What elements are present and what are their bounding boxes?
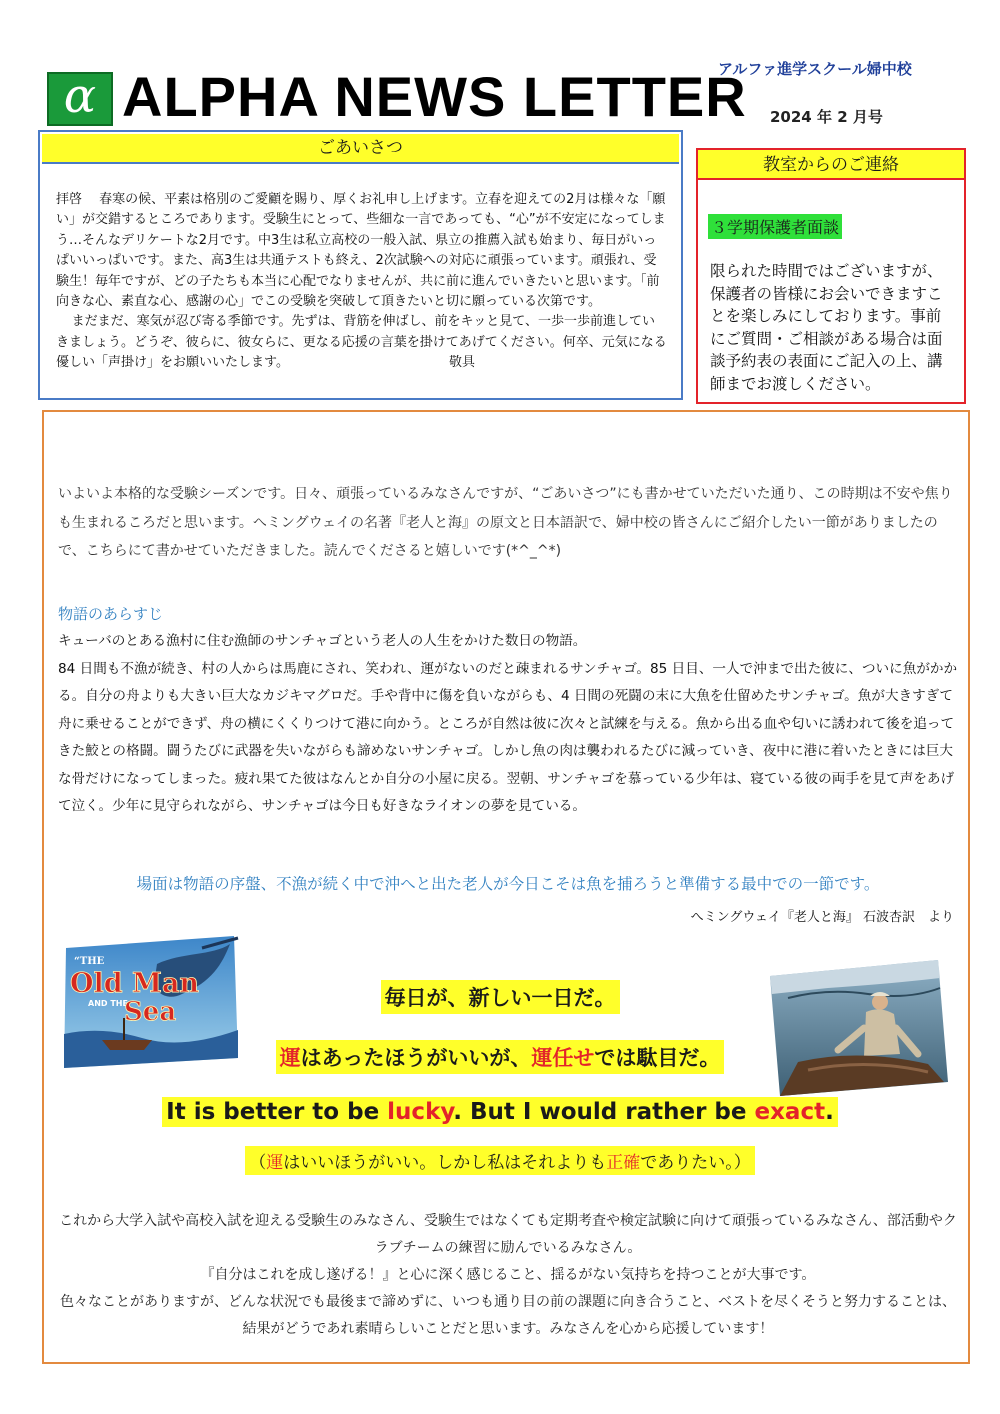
issue-date: 2024 年 2 月号	[770, 108, 883, 126]
old-man-photo	[768, 958, 950, 1098]
quote-japanese-2-part-b: はあったほうがいいが、	[300, 1046, 532, 1070]
greeting-body	[56, 190, 668, 374]
greeting-paragraph-1: 拝啓 春寒の候、平素は格別のご愛顧を賜り、厚くお礼申し上げます。立春を迎えての2月は様々な「願い」が交錯するところであります。受験生にとって、些細な一言であっても、“心”が不安定になってしまう…そんなデリケートな2月です。中3生は私立高校の一般入試、県立の推薦入試も始まり、毎日がいっぱいいっぱいです。また、高3生は共通テストも終え、2次試験への対応に頑張っています。頑張れ、受験生！毎年ですが、どの子たちも本当に心配でなりませんが、共に前に進んでいきたいと思います。「前向きな心、素直な心、感謝の心」でこの受験を突破して頂きたいと切に願っている次第です。	[56, 192, 666, 310]
notice-heading: 教室からのご連絡	[698, 150, 964, 180]
synopsis-body	[58, 628, 958, 821]
newsletter-title: ALPHA NEWS LETTER	[122, 65, 747, 128]
notice-body: 限られた時間ではございますが、保護者の皆様にお会いできますことを楽しみにしております。事前にご質問・ご相談がある場合は面談予約表の表面にご記入の上、講師までお渡しください。	[710, 262, 943, 393]
quote-english-part-c: . But I would rather be	[453, 1099, 755, 1125]
old-man-photo-illustration	[768, 958, 950, 1098]
closing-paragraph-1: これから大学入試や高校入試を迎える受験生のみなさん、受験生ではなくても定期考査や検定試験に向けて頑張っているみなさん、部活動やクラブチームの練習に励んでいるみなさん。	[59, 1213, 957, 1256]
greeting-paragraph-2	[56, 312, 668, 373]
book-title-line-2: Old Man	[70, 968, 200, 999]
book-title-line-3: AND THE	[88, 999, 128, 1008]
quote-english-exact: exact	[754, 1099, 826, 1125]
quote-source: へミングウェイ『老人と海』 石波杏訳 より	[690, 910, 954, 925]
quote-translation-highlight	[245, 1146, 755, 1175]
quote-english-period: .	[825, 1099, 834, 1125]
quote-translation-open: （	[249, 1153, 267, 1173]
school-name: アルファ進学スクール婦中校	[718, 60, 912, 78]
quote-japanese-2-highlight	[276, 1040, 725, 1074]
quote-japanese-2-luck: 運	[279, 1046, 301, 1070]
synopsis-heading: 物語のあらすじ	[58, 605, 164, 623]
alpha-logo	[47, 68, 113, 126]
closing-message	[58, 1208, 958, 1343]
book-title-line-1: “THE	[74, 956, 105, 967]
quote-japanese-2	[0, 1040, 1000, 1074]
greeting-sign: 敬具	[448, 355, 475, 371]
quote-translation-luck: 運	[266, 1153, 284, 1173]
quote-japanese-1-text: 毎日が、新しい一日だ。	[381, 980, 620, 1014]
closing-paragraph-2: 『自分はこれを成し遂げる！』と心に深く感じること、揺るがない気持ちを持つことが大事です。	[200, 1267, 816, 1283]
quote-translation-part-c: はいいほうがいい。しかし私はそれよりも	[283, 1153, 607, 1173]
greeting-heading: ごあいさつ	[42, 134, 679, 164]
quote-translation-exact: 正確	[606, 1153, 641, 1173]
quote-japanese-1	[0, 980, 1000, 1014]
synopsis-paragraph-1: キューバのとある漁村に住む漁師のサンチャゴという老人の人生をかけた数日の物語。	[58, 633, 587, 649]
alpha-logo-glyph: α	[63, 68, 97, 124]
book-title-line-4: Sea	[124, 997, 177, 1027]
quote-english-lucky: lucky	[387, 1099, 454, 1125]
greeting-paragraph-2-text: まだまだ、寒気が忍び寄る季節です。先ずは、背筋を伸ばし、前をキッと見て、一歩一歩前進していきましょう。どうぞ、彼らに、彼女らに、更なる応援の言葉を掛けてあげてください。何卒、元気になる優しい「声掛け」をお願いいたします。	[56, 314, 667, 371]
quote-translation-part-e: でありたい。）	[640, 1153, 751, 1173]
closing-paragraph-3: 色々なことがありますが、どんな状況でも最後まで諦めずに、いつも通り目の前の課題に向き合うこと、ベストを尽くそうと努力することは、結果がどうであれ素晴らしいことだと思います。みなさんを心から応援しています！	[60, 1294, 956, 1337]
notice-subheading: ３学期保護者面談	[708, 214, 842, 239]
quote-japanese-2-part-d: では駄目だ。	[594, 1046, 721, 1070]
article-intro: いよいよ本格的な受験シーズンです。日々、頑張っているみなさんですが、“ごあいさつ”にも書かせていただいた通り、この時期は不安や焦りも生まれるころだと思います。へミングウェイの名著『老人と海』の原文と日本語訳で、婦中校の皆さんにご紹介したい一節がありましたので、こちらにて書かせていただきました。読んでくださると嬉しいです(*^_^*)	[58, 486, 953, 559]
quote-english-part-a: It is better to be	[166, 1099, 388, 1125]
quote-english	[0, 1097, 1000, 1127]
quote-translation	[0, 1146, 1000, 1175]
scene-description: 場面は物語の序盤、不漁が続く中で沖へと出た老人が今日こそは魚を捕ろうと準備する最中での一節です。	[136, 875, 880, 893]
quote-japanese-2-chance: 運任せ	[531, 1046, 595, 1070]
quote-english-highlight	[162, 1097, 838, 1127]
synopsis-paragraph-2: 84 日間も不漁が続き、村の人からは馬鹿にされ、笑われ、運がないのだと疎まれるサンチャゴ。85 日目、一人で沖まで出た彼に、ついに魚がかかる。自分の舟よりも大きい巨大なカジキマグロだ。手や背中に傷を負いながらも、4 日間の死闘の末に大魚を仕留めたサンチャゴ。魚が大きすぎて舟に乗せることができず、舟の横にくくりつけて港に向かう。ところが自然は彼に次々と試練を与える。魚から出る血や匂いに誘われて後を追ってきた鮫との格闘。闘うたびに武器を失いながらも諦めないサンチャゴ。しかし魚の肉は襲われるたびに減っていき、夜中に港に着いたときには巨大な骨だけになってしまった。疲れ果てた彼はなんとか自分の小屋に戻る。翌朝、サンチャゴを慕っている少年は、寝ている彼の両手を見て声をあげて泣く。少年に見守られながら、サンチャゴは今日も好きなライオンの夢を見ている。	[58, 660, 958, 814]
